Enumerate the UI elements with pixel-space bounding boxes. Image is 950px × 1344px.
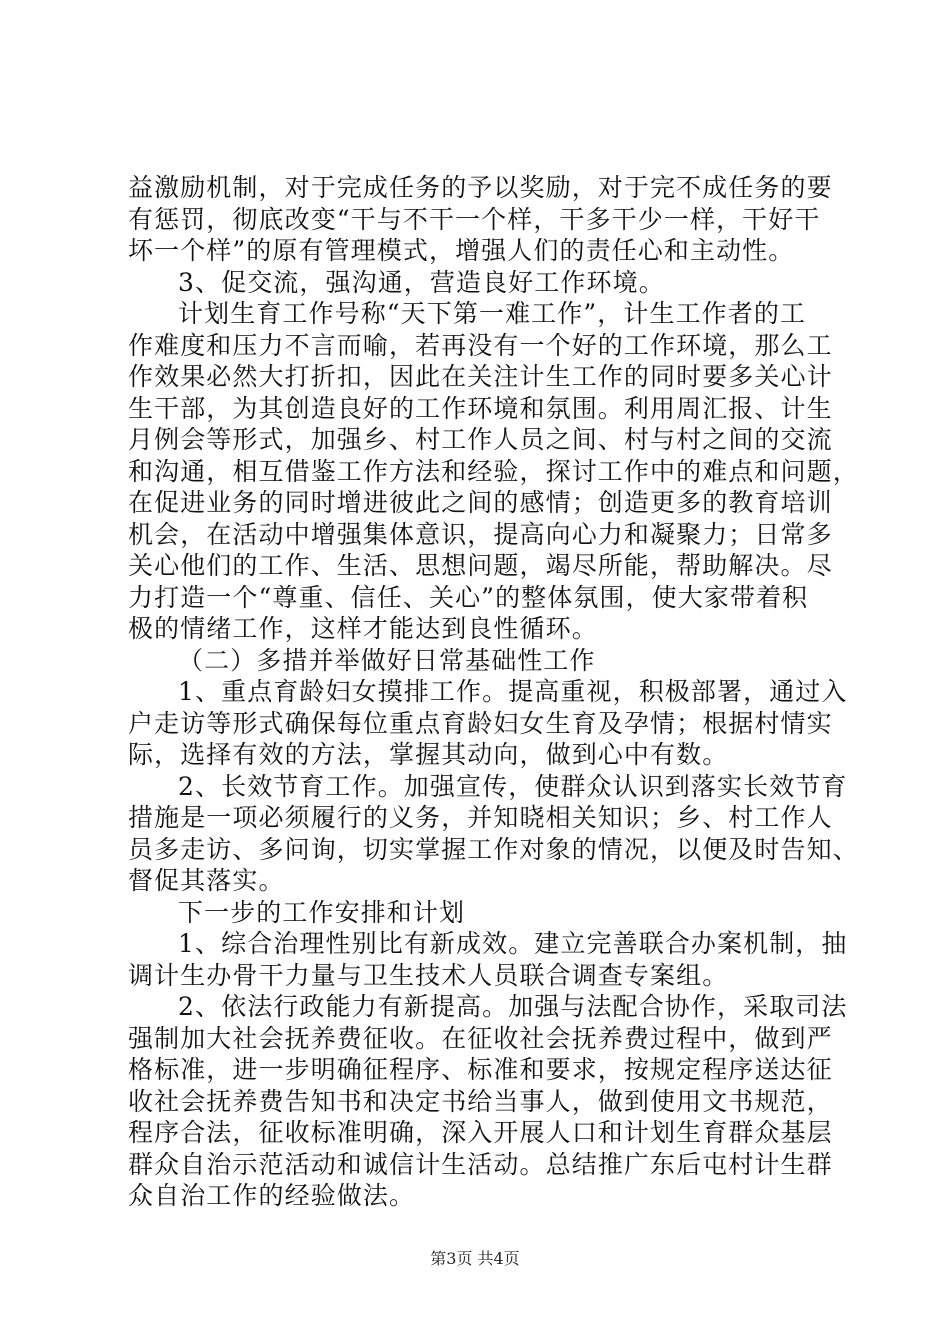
text-line: 措施是一项必须履行的义务，并知晓相关知识；乡、村工作人 xyxy=(128,803,833,832)
text-line: 2、依法行政能力有新提高。加强与法配合协作，采取司法 xyxy=(178,992,848,1021)
text-line: 计划生育工作号称“天下第一难工作”，计生工作者的工 xyxy=(178,299,807,328)
text-line: 益激励机制，对于完成任务的予以奖励，对于完不成任务的要 xyxy=(128,173,833,202)
text-line: 员多走访、多问询，切实掌握工作对象的情况，以便及时告知、 xyxy=(128,834,859,864)
text-line: 有惩罚，彻底改变“干与不干一个样，干多干少一样，干好干 xyxy=(128,204,821,234)
text-line: 2、长效节育工作。加强宣传，使群众认识到落实长效节育 xyxy=(178,771,848,801)
text-line: 力打造一个“尊重、信任、关心”的整体氛围，使大家带着积 xyxy=(128,582,809,612)
text-line: 作效果必然大打折扣，因此在关注计生工作的同时要多关心计 xyxy=(128,362,833,391)
document-body xyxy=(128,172,859,1212)
text-line: 收社会抚养费告知书和决定书给当事人，做到使用文书规范， xyxy=(128,1086,833,1116)
text-line: 和沟通，相互借鉴工作方法和经验，探讨工作中的难点和问题， xyxy=(128,456,859,486)
text-line: 极的情绪工作，这样才能达到良性循环。 xyxy=(128,614,598,643)
text-line: 众自治工作的经验做法。 xyxy=(128,1181,416,1210)
text-line: 坏一个样”的原有管理模式，增强人们的责任心和主动性。 xyxy=(128,236,795,265)
text-line: 群众自治示范活动和诚信计生活动。总结推广东后屯村计生群 xyxy=(128,1149,833,1179)
text-line: 3、促交流，强沟通，营造良好工作环境。 xyxy=(178,267,665,297)
text-line: 关心他们的工作、生活、思想问题，竭尽所能，帮助解决。尽 xyxy=(128,551,833,580)
text-line: 格标准，进一步明确征程序、标准和要求，按规定程序送达征 xyxy=(128,1055,833,1084)
text-line: 调计生办骨干力量与卫生技术人员联合调查专案组。 xyxy=(128,960,729,990)
text-line: 在促进业务的同时增进彼此之间的感情；创造更多的教育培训 xyxy=(128,488,833,517)
text-line: 际，选择有效的方法，掌握其动向，做到心中有数。 xyxy=(128,740,729,769)
page-footer: 第3页 共4页 xyxy=(430,1249,520,1268)
text-line: 1、重点育龄妇女摸排工作。提高重视，积极部署，通过入 xyxy=(178,677,848,706)
text-line: 机会，在活动中增强集体意识，提高向心力和凝聚力；日常多 xyxy=(128,519,833,549)
text-line: 督促其落实。 xyxy=(128,866,285,895)
text-line: 生干部，为其创造良好的工作环境和氛围。利用周汇报、计生 xyxy=(128,393,833,423)
text-line: 月例会等形式，加强乡、村工作人员之间、村与村之间的交流 xyxy=(128,425,833,454)
text-line: 下一步的工作安排和计划 xyxy=(178,897,466,927)
text-line: 程序合法，征收标准明确，深入开展人口和计划生育群众基层 xyxy=(128,1118,833,1147)
text-line: 强制加大社会抚养费征收。在征收社会抚养费过程中，做到严 xyxy=(128,1023,833,1053)
text-line: （二）多措并举做好日常基础性工作 xyxy=(178,645,596,675)
text-line: 户走访等形式确保每位重点育龄妇女生育及孕情；根据村情实 xyxy=(128,708,833,738)
text-line: 作难度和压力不言而喻，若再没有一个好的工作环境，那么工 xyxy=(128,330,833,360)
text-line: 1、综合治理性别比有新成效。建立完善联合办案机制，抽 xyxy=(178,929,848,958)
